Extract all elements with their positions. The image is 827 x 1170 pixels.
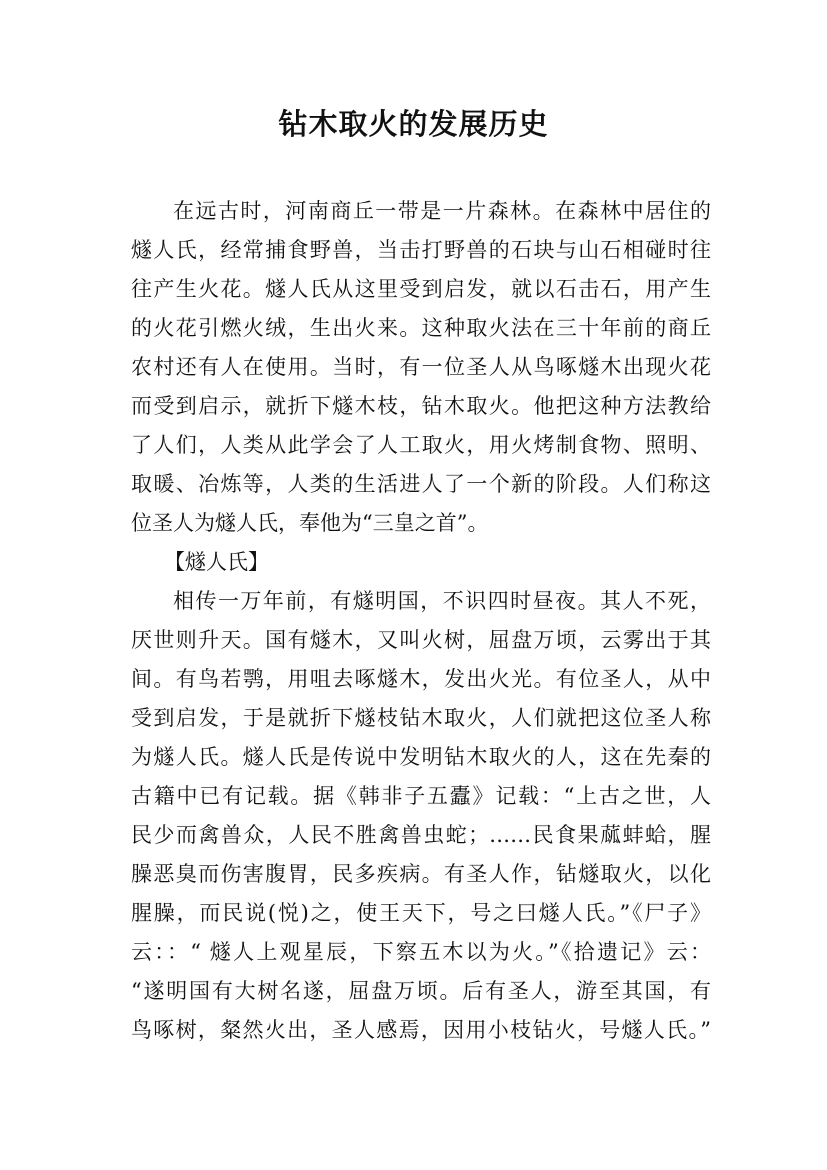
text-line: 为燧人氏。燧人氏是传说中发明钻木取火的人，这在先秦的	[131, 745, 711, 769]
text-line: 农村还有人在使用。当时，有一位圣人从鸟啄燧木出现火花	[131, 355, 711, 379]
text-line: 厌世则升天。国有燧木，又叫火树，屈盘万顷，云雾出于其	[131, 628, 711, 652]
text-line: 燧人氏，经常捕食野兽，当击打野兽的石块与山石相碰时往	[131, 238, 711, 262]
text-line: “遂明国有大树名遂，屈盘万顷。后有圣人，游至其国，有	[131, 979, 711, 1003]
text-line: 腥臊，而民说(悦)之，使王天下，号之曰燧人氏。”《尸子》	[131, 901, 711, 925]
text-line: 云：：“ 燧人上观星辰，下察五木以为火。”《拾遗记》云：	[131, 940, 711, 964]
text-line: 位圣人为燧人氏，奉他为“三皇之首”。	[131, 511, 489, 535]
section-heading: 【燧人氏】	[164, 550, 269, 574]
document-title: 钻木取火的发展历史	[278, 107, 549, 141]
text-line: 间。有鸟若鹗，用咀去啄燧木，发出火光。有位圣人，从中	[131, 667, 711, 691]
text-line: 的火花引燃火绒，生出火来。这种取火法在三十年前的商丘	[131, 316, 711, 340]
text-line: 臊恶臭而伤害腹胃，民多疾病。有圣人作，钻燧取火，以化	[131, 862, 711, 886]
text-line: 相传一万年前，有燧明国，不识四时昼夜。其人不死，	[173, 589, 711, 613]
text-line: 古籍中已有记载。据《韩非子五蠹》记载：“上古之世，人	[131, 784, 711, 808]
text-line: 了人们，人类从此学会了人工取火，用火烤制食物、照明、	[131, 433, 711, 457]
text-line: 而受到启示，就折下燧木枝，钻木取火。他把这种方法教给	[131, 394, 711, 418]
text-line: 在远古时，河南商丘一带是一片森林。在森林中居住的	[173, 199, 711, 223]
text-line: 民少而禽兽众，人民不胜禽兽虫蛇；……民食果蓏蚌蛤，腥	[131, 823, 711, 847]
text-line: 鸟啄树，粲然火出，圣人感焉，因用小枝钻火，号燧人氏。”	[131, 1018, 711, 1042]
text-line: 受到启发，于是就折下燧枝钻木取火，人们就把这位圣人称	[131, 706, 711, 730]
text-line: 取暖、冶炼等，人类的生活进人了一个新的阶段。人们称这	[131, 472, 711, 496]
text-line: 往产生火花。燧人氏从这里受到启发，就以石击石，用产生	[131, 277, 711, 301]
